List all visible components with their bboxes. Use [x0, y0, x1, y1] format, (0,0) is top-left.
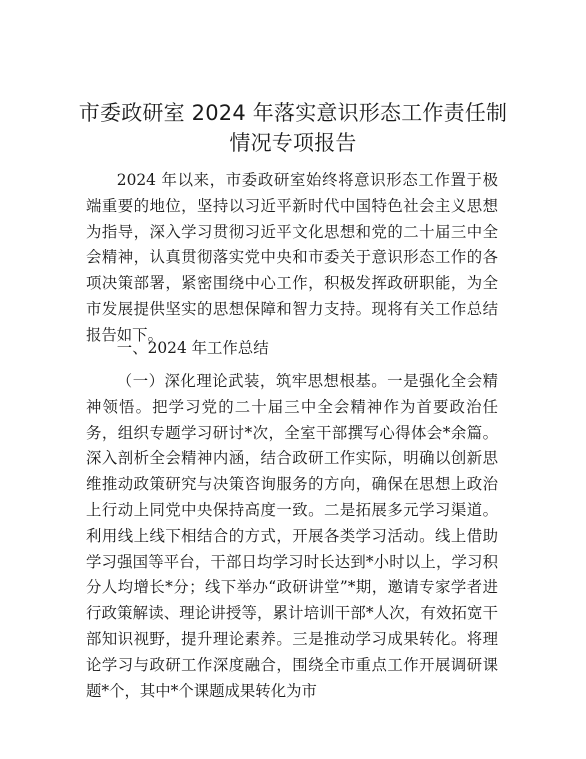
- document-title: 市委政研室 2024 年落实意识形态工作责任制情况专项报告: [78, 101, 508, 155]
- body-paragraph: （一）深化理论武装，筑牢思想根基。一是强化全会精神领悟。把学习党的二十届三中全会精神作为首要政治任务，组织专题学习研讨*次，全室干部撰写心得体会*余篇。深入剖析全会精神内涵，结合政研工作实际，明确以创新思维推动政策研究与决策咨询服务的方向，确保在思想上政治上行动上同党中央保持高度一致。二是拓展多元学习渠道。利用线上线下相结合的方式，开展各类学习活动。线上借助学习强国等平台，干部日均学习时长达到*小时以上，学习积分人均增长*分；线下举办“政研讲堂”*期，邀请专家学者进行政策解读、理论讲授等，累计培训干部*人次，有效拓宽干部知识视野，提升理论素养。三是推动学习成果转化。将理论学习与政研工作深度融合，围绕全市重点工作开展调研课题*个，其中*个课题成果转化为市: [86, 372, 498, 700]
- intro-paragraph: 2024 年以来，市委政研室始终将意识形态工作置于极端重要的地位，坚持以习近平新时代中国特色社会主义思想为指导，深入学习贯彻习近平文化思想和党的二十届三中全会精神，认真贯彻落实党中央和市委关于意识形态工作的各项决策部署，紧密围绕中心工作，积极发挥政研职能，为全市发展提供坚实的思想保障和智力支持。现将有关工作总结报告如下。: [86, 171, 498, 344]
- section-heading: 一、2024 年工作总结: [116, 339, 269, 357]
